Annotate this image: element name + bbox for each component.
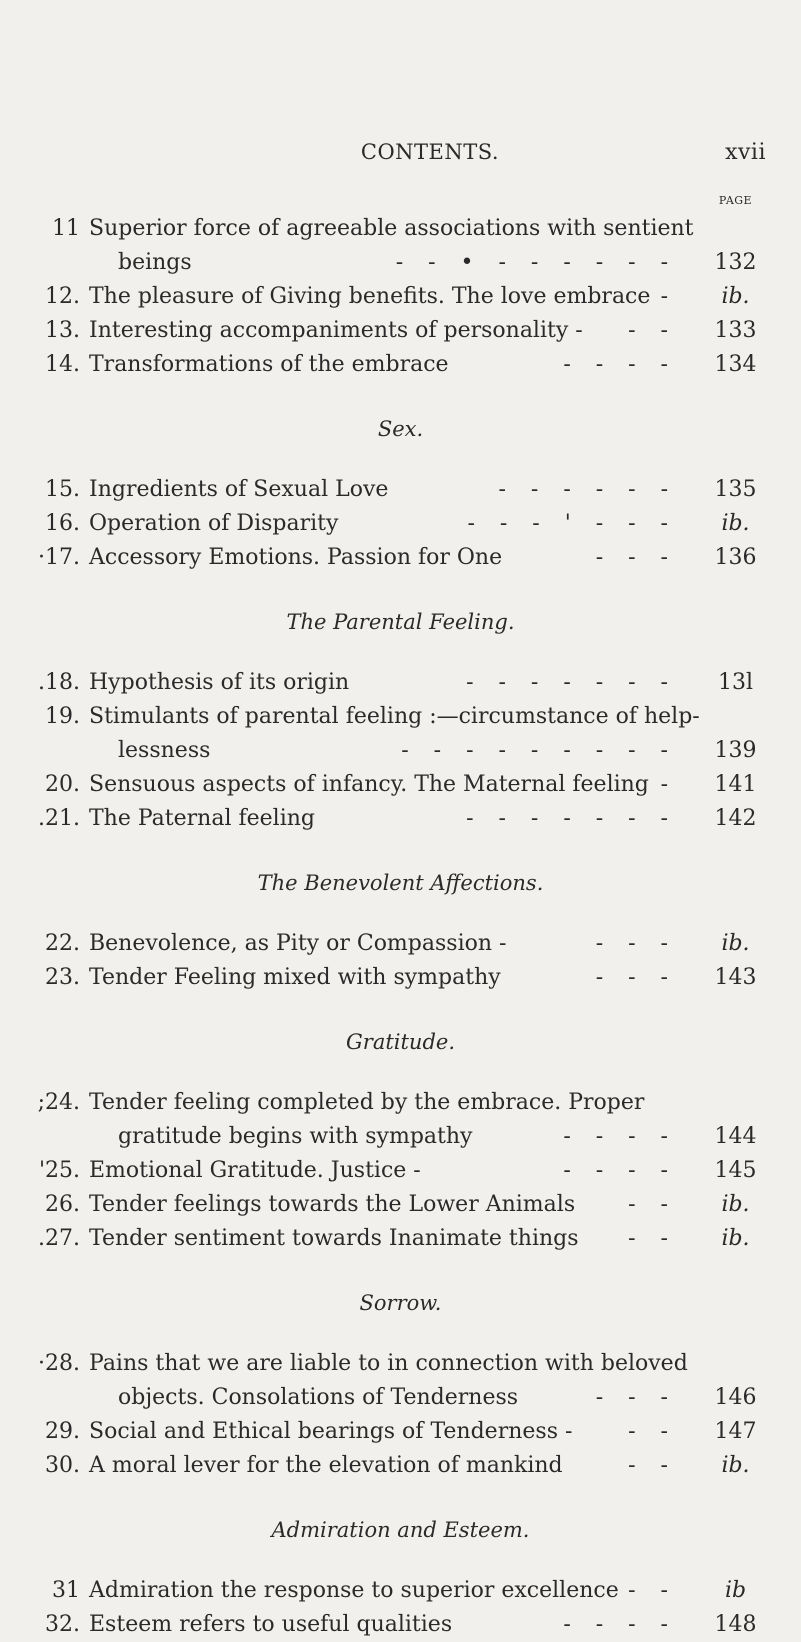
entry-page-number: 136 — [714, 545, 757, 570]
entry-title: gratitude begins with sympathy — [118, 1124, 473, 1149]
leader-dashes: - - - — [595, 545, 669, 570]
entry-number: 11 — [52, 216, 80, 241]
leader-dashes: - — [660, 284, 669, 309]
contents-entry — [0, 314, 801, 348]
entry-page-number: 135 — [714, 477, 757, 502]
leader-dashes: - - — [628, 1578, 669, 1603]
entry-title: lessness — [118, 738, 211, 763]
entry-number: 15. — [45, 477, 80, 502]
entry-page-number: 132 — [714, 250, 757, 275]
entry-number: 31 — [52, 1578, 80, 1603]
contents-entry — [0, 507, 801, 541]
entry-number: 20. — [45, 772, 80, 797]
entry-page-number: 145 — [714, 1158, 757, 1183]
entry-number: 30. — [45, 1453, 80, 1478]
entry-number: 19. — [45, 704, 80, 729]
entry-page-number: ib. — [721, 1453, 750, 1478]
entry-page-number: 147 — [714, 1419, 757, 1444]
entry-page-number: ib. — [721, 511, 750, 536]
entry-page-number: 142 — [714, 806, 757, 831]
entry-title: Admiration the response to superior excellence — [89, 1578, 619, 1603]
entry-title: Hypothesis of its origin — [89, 670, 350, 695]
contents-entry — [0, 1415, 801, 1449]
entry-number: 32. — [45, 1612, 80, 1637]
leader-dashes: - - — [628, 1419, 669, 1444]
entry-number: .27. — [38, 1226, 80, 1251]
entry-page-number: 146 — [714, 1385, 757, 1410]
entry-number: .21. — [38, 806, 80, 831]
entry-line — [0, 246, 801, 280]
contents-entry — [0, 961, 801, 995]
entry-line — [0, 768, 801, 802]
contents-entry — [0, 280, 801, 314]
entry-page-number: 134 — [714, 352, 757, 377]
entry-title: Benevolence, as Pity or Compassion - — [89, 931, 507, 956]
leader-dashes: - - - - — [563, 1158, 669, 1183]
leader-dashes: - - — [628, 318, 669, 343]
entry-title: Interesting accompaniments of personality - — [89, 318, 583, 343]
leader-dashes: - - - - — [563, 1124, 669, 1149]
entry-number: 16. — [45, 511, 80, 536]
entry-number: ·28. — [38, 1351, 80, 1376]
leader-dashes: - - - — [595, 1385, 669, 1410]
entry-title: Stimulants of parental feeling :—circumstance of help- — [89, 704, 700, 729]
entry-line — [0, 541, 801, 575]
entry-line — [0, 507, 801, 541]
entry-number: 13. — [45, 318, 80, 343]
contents-entry — [0, 1154, 801, 1188]
entry-number: 23. — [45, 965, 80, 990]
leader-dashes: - - - — [595, 965, 669, 990]
leader-dashes: - - — [628, 1192, 669, 1217]
entry-number: 12. — [45, 284, 80, 309]
entry-page-number: 133 — [714, 318, 757, 343]
entry-title: Tender Feeling mixed with sympathy — [89, 965, 501, 990]
entry-page-number: ib. — [721, 1226, 750, 1251]
entry-title: Transformations of the embrace — [89, 352, 449, 377]
contents-entry — [0, 666, 801, 700]
entry-title: beings — [118, 250, 192, 275]
entry-line — [0, 314, 801, 348]
entry-title: Tender sentiment towards Inanimate things — [89, 1226, 579, 1251]
section-heading: Admiration and Esteem. — [271, 1518, 530, 1542]
page-column-label: PAGE — [718, 194, 753, 207]
leader-dashes: - - - ' - - - — [467, 511, 669, 536]
leader-dashes: - - - — [595, 931, 669, 956]
entry-number: ;24. — [37, 1090, 80, 1115]
entry-title: Pains that we are liable to in connection with beloved — [89, 1351, 688, 1376]
entry-line — [0, 1449, 801, 1483]
entry-page-number: 13l — [717, 670, 754, 695]
entry-line — [0, 212, 801, 246]
contents-entry — [0, 1449, 801, 1483]
contents-entry — [0, 1086, 801, 1154]
contents-entry — [0, 1608, 801, 1642]
contents-entry — [0, 348, 801, 382]
contents-entry — [0, 473, 801, 507]
entry-line — [0, 1188, 801, 1222]
entry-title: The pleasure of Giving benefits. The love embrace — [89, 284, 651, 309]
section-heading: Sorrow. — [359, 1291, 442, 1315]
entry-page-number: 139 — [714, 738, 757, 763]
entry-line — [0, 1608, 801, 1642]
entry-line — [0, 666, 801, 700]
entry-page-number: 144 — [714, 1124, 757, 1149]
entry-page-number: ib. — [721, 1192, 750, 1217]
entry-title: Social and Ethical bearings of Tenderness - — [89, 1419, 573, 1444]
entry-title: The Paternal feeling — [89, 806, 315, 831]
entry-line — [0, 1415, 801, 1449]
entry-title: A moral lever for the elevation of mankind — [89, 1453, 563, 1478]
entry-line — [0, 280, 801, 314]
entry-number: 26. — [45, 1192, 80, 1217]
leader-dashes: - - • - - - - - - — [395, 250, 669, 275]
entry-title: Esteem refers to useful qualities — [89, 1612, 453, 1637]
leader-dashes: - - - - — [563, 352, 669, 377]
leader-dashes: - - - - - - - - - — [401, 738, 669, 763]
section-heading: The Benevolent Affections. — [257, 871, 544, 895]
contents-entry — [0, 1188, 801, 1222]
entry-title: Ingredients of Sexual Love — [89, 477, 389, 502]
page-number: xvii — [725, 140, 766, 165]
entry-line — [0, 1347, 801, 1381]
entry-number: 22. — [45, 931, 80, 956]
contents-entry — [0, 802, 801, 836]
running-header-title: CONTENTS. — [360, 140, 500, 164]
entry-number: 29. — [45, 1419, 80, 1444]
entry-line — [0, 802, 801, 836]
leader-dashes: - - — [628, 1453, 669, 1478]
entry-number: .18. — [38, 670, 80, 695]
leader-dashes: - - — [628, 1226, 669, 1251]
contents-entry — [0, 1347, 801, 1415]
leader-dashes: - - - - - - - — [466, 670, 669, 695]
contents-entry — [0, 1222, 801, 1256]
entry-line — [0, 961, 801, 995]
entry-number: 14. — [45, 352, 80, 377]
entry-line — [0, 734, 801, 768]
entry-line — [0, 1154, 801, 1188]
leader-dashes: - - - - - - — [498, 477, 669, 502]
entry-page-number: ib — [724, 1578, 747, 1603]
entry-title: Operation of Disparity — [89, 511, 339, 536]
contents-entry — [0, 1574, 801, 1608]
leader-dashes: - — [660, 772, 669, 797]
entry-title: Tender feelings towards the Lower Animals — [89, 1192, 576, 1217]
entry-page-number: 143 — [714, 965, 757, 990]
leader-dashes: - - - - — [563, 1612, 669, 1637]
contents-list — [0, 212, 801, 1642]
entry-title: Accessory Emotions. Passion for One — [89, 545, 503, 570]
entry-title: objects. Consolations of Tenderness — [118, 1385, 519, 1410]
entry-line — [0, 1574, 801, 1608]
entry-number: ·17. — [38, 545, 80, 570]
section-heading: Sex. — [377, 417, 424, 441]
entry-line — [0, 700, 801, 734]
entry-line — [0, 927, 801, 961]
contents-entry — [0, 700, 801, 768]
section-heading: Gratitude. — [346, 1030, 455, 1054]
entry-page-number: 141 — [714, 772, 757, 797]
entry-title: Sensuous aspects of infancy. The Maternal feeling — [89, 772, 649, 797]
entry-page-number: 148 — [714, 1612, 757, 1637]
contents-entry — [0, 927, 801, 961]
entry-title: Superior force of agreeable associations with sentient — [89, 216, 694, 241]
entry-title: Emotional Gratitude. Justice - — [89, 1158, 421, 1183]
entry-line — [0, 1120, 801, 1154]
entry-number: '25. — [38, 1158, 80, 1183]
entry-page-number: ib. — [721, 284, 750, 309]
entry-line — [0, 1222, 801, 1256]
entry-line — [0, 473, 801, 507]
contents-entry — [0, 212, 801, 280]
leader-dashes: - - - - - - - — [466, 806, 669, 831]
entry-page-number: ib. — [721, 931, 750, 956]
contents-entry — [0, 541, 801, 575]
contents-entry — [0, 768, 801, 802]
entry-line — [0, 1086, 801, 1120]
section-heading: The Parental Feeling. — [286, 610, 515, 634]
entry-title: Tender feeling completed by the embrace. Proper — [89, 1090, 645, 1115]
entry-line — [0, 348, 801, 382]
